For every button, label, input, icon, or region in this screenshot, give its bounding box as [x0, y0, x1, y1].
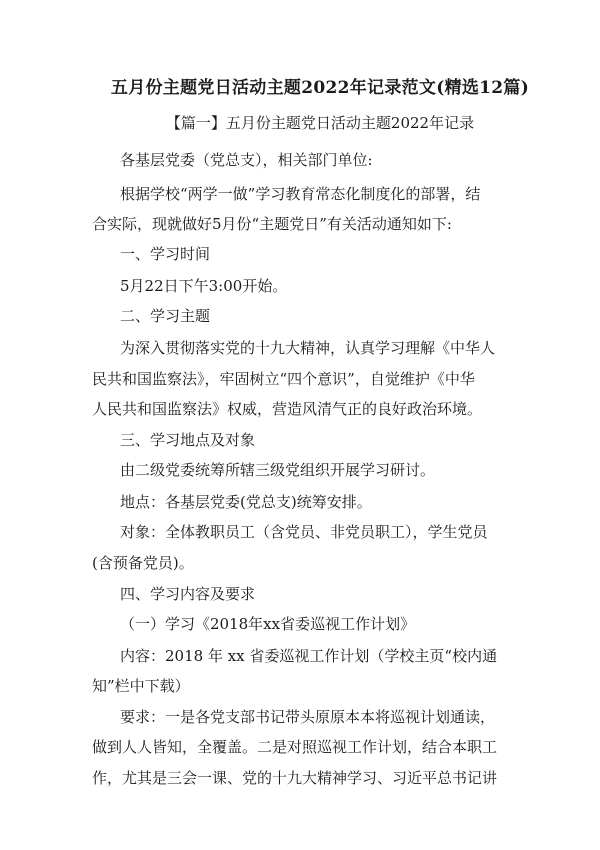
sub-heading: （一）学习《2018年xx省委巡视工作计划》 — [120, 615, 416, 633]
paragraph-line: 民共和国监察法》，牢固树立“四个意识”，自觉维护《中华 — [92, 370, 475, 388]
paragraph-line: 做到人人皆知，全覆盖。二是对照巡视工作计划，结合本职工 — [92, 738, 498, 756]
paragraph-line: 各基层党委（党总支），相关部门单位: — [120, 151, 373, 169]
paragraph-line: 根据学校“两学一做”学习教育常态化制度化的部署，结 — [120, 185, 481, 203]
paragraph-line: 作，尤其是三会一课、党的十九大精神学习、习近平总书记讲 — [92, 769, 498, 787]
document-title: 五月份主题党日活动主题2022年记录范文(精选12篇) — [110, 78, 530, 98]
section-heading: 四、学习内容及要求 — [120, 585, 256, 603]
paragraph-line: (含预备党员)。 — [92, 554, 194, 572]
paragraph-line: 为深入贯彻落实党的十九大精神，认真学习理解《中华人 — [120, 339, 496, 357]
paragraph-line: 地点：各基层党委(党总支)统筹安排。 — [120, 493, 372, 511]
paragraph-line: 对象：全体教职员工（含党员、非党员职工），学生党员 — [120, 523, 488, 541]
paragraph-line: 知”栏中下载） — [92, 677, 190, 695]
paragraph-line: 要求：一是各党支部书记带头原原本本将巡视计划通读， — [120, 708, 496, 726]
section-heading: 三、学习地点及对象 — [120, 431, 256, 449]
paragraph-line: 内容：2018 年 xx 省委巡视工作计划（学校主页“校内通 — [120, 647, 498, 665]
paragraph-line: 5月22日下午3:00开始。 — [120, 277, 288, 295]
section-heading: 二、学习主题 — [120, 307, 211, 325]
paragraph-line: 由二级党委统筹所辖三级党组织开展学习研讨。 — [120, 461, 436, 479]
section-heading: 一、学习时间 — [120, 245, 211, 263]
paragraph-line: 合实际，现就做好5月份“主题党日”有关活动通知如下: — [92, 215, 452, 233]
document-subtitle: 【篇一】五月份主题党日活动主题2022年记录 — [165, 114, 475, 132]
paragraph-line: 人民共和国监察法》权威，营造风清气正的良好政治环境。 — [92, 400, 483, 418]
